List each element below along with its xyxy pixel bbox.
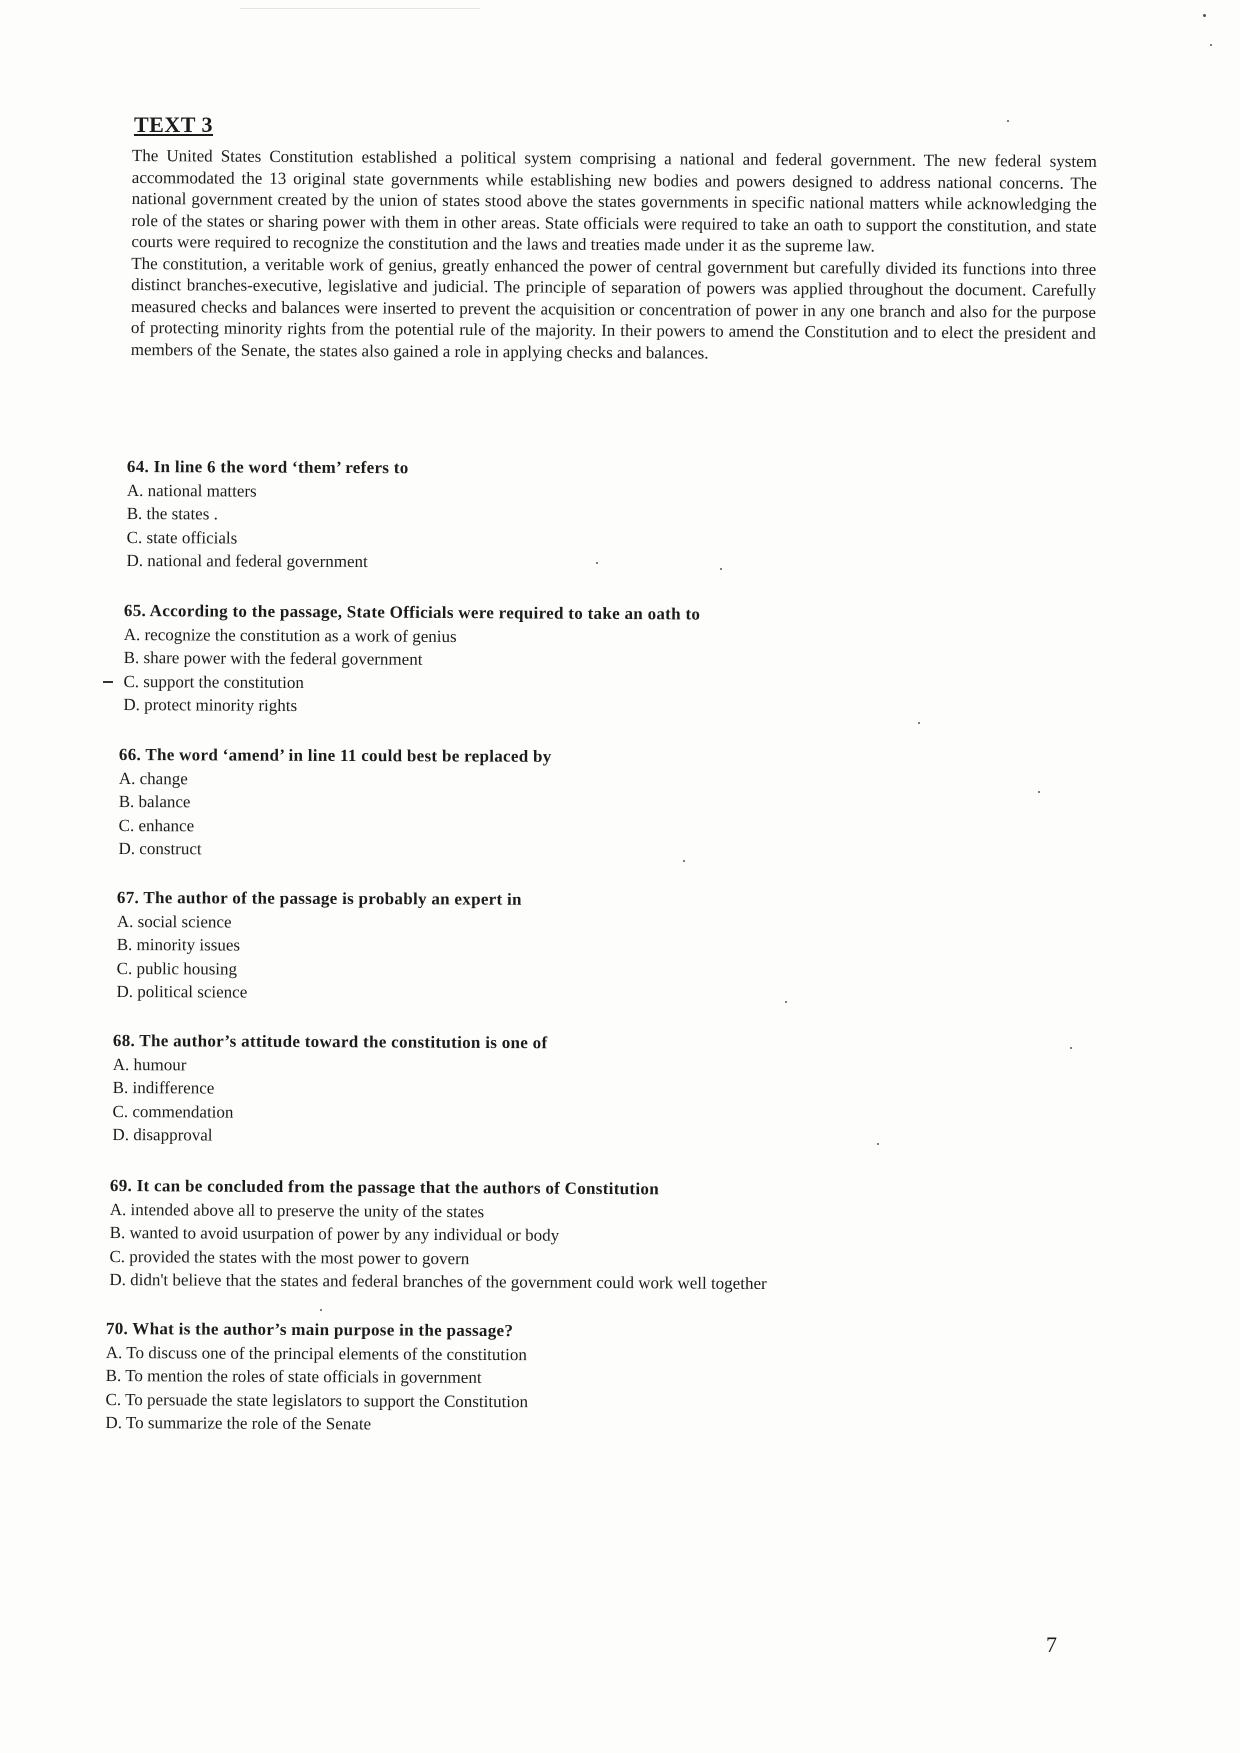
option-a: A. social science [116, 911, 232, 932]
question-stem: 64. In line 6 the word ‘them’ refers to [126, 456, 409, 478]
scan-speck [596, 562, 598, 564]
question-69 [109, 1174, 767, 1296]
scan-speck [1038, 791, 1040, 793]
option-d: D. construct [118, 838, 202, 859]
option-c: C. To persuade the state legislators to support the Constitution [105, 1389, 529, 1411]
option-b: B. indifference [112, 1077, 215, 1098]
option-c: C. enhance [118, 815, 195, 835]
option-b: B. To mention the roles of state officials in government [105, 1365, 482, 1387]
pen-dash-mark [103, 681, 113, 683]
question-66 [118, 743, 551, 862]
option-d: D. To summarize the role of the Senate [105, 1412, 372, 1434]
option-d: D. protect minority rights [123, 694, 298, 716]
option-c: C. support the constitution [123, 671, 304, 692]
question-stem: 67. The author of the passage is probably an expert in [116, 888, 522, 909]
option-b: B. wanted to avoid usurpation of power by any individual or body [109, 1222, 560, 1245]
question-stem: 66. The word ‘amend’ in line 11 could best be replaced by [118, 745, 552, 766]
option-d: D. political science [116, 981, 248, 1002]
passage-paragraph-2: The constitution, a veritable work of genius, greatly enhanced the power of central government but carefully divided its functions into three distinct branches-executive, legislative and judicial. The principle of separation of powers was applied throughout the document. Carefully measured checks and balances were inserted to prevent the acquisition or concentration of power in any one branch and also for the purpose of protecting minority rights from the potential rule of the majority. In their powers to amend the Constitution and to elect the president and members of the Senate, the states also gained a role in applying checks and balances. [130, 253, 1097, 363]
scan-speck [918, 722, 920, 724]
option-a: A. recognize the constitution as a work of genius [123, 624, 457, 646]
option-b: B. balance [118, 791, 191, 812]
option-b: B. minority issues [116, 934, 241, 955]
scan-speck [1007, 120, 1009, 122]
scan-artifact-line [240, 8, 480, 9]
scan-speck [320, 1309, 322, 1311]
section-title: TEXT 3 [134, 112, 214, 137]
option-c: C. commendation [112, 1101, 234, 1122]
option-b: B. the states . [126, 503, 218, 524]
option-d: D. disapproval [112, 1124, 213, 1145]
question-67 [116, 886, 521, 1005]
option-a: A. intended above all to preserve the unity of the states [109, 1199, 485, 1221]
option-b: B. share power with the federal government [123, 647, 423, 669]
question-68 [112, 1029, 547, 1149]
option-c: C. provided the states with the most power to govern [109, 1246, 470, 1268]
question-stem: 69. It can be concluded from the passage that the authors of Constitution [109, 1176, 660, 1199]
question-65 [123, 599, 700, 720]
scan-speck [877, 1143, 879, 1145]
scan-speck [720, 568, 722, 570]
option-a: A. humour [112, 1054, 187, 1074]
option-a: A. change [118, 768, 188, 788]
question-70 [105, 1317, 528, 1437]
scan-speck [1210, 44, 1212, 46]
option-c: C. public housing [116, 958, 238, 979]
page-number: 7 [1046, 1632, 1057, 1657]
scan-speck [683, 860, 685, 862]
scan-speck [785, 1001, 787, 1003]
option-d: D. national and federal government [126, 550, 368, 572]
question-stem: 68. The author’s attitude toward the constitution is one of [112, 1031, 548, 1053]
reading-passage [131, 145, 1097, 366]
question-stem: 70. What is the author’s main purpose in the passage? [105, 1319, 514, 1341]
option-d: D. didn't believe that the states and federal branches of the government could work well together [109, 1269, 767, 1294]
option-a: A. To discuss one of the principal elements of the constitution [105, 1342, 527, 1364]
scan-speck [1203, 14, 1206, 17]
passage-paragraph-1: The United States Constitution established a political system comprising a national and federal government. The new federal system accommodated the 13 original state governments while establishing new bodies and powers designed to address national concerns. The national government created by the union of states stood above the states governments in specific national matters while acknowledging the role of the states or sharing power with them in other areas. State officials were required to take an oath to support the constitution, and state courts were required to recognize the constitution and the laws and treaties made under it as the supreme law. [131, 145, 1097, 256]
option-c: C. state officials [126, 527, 238, 547]
question-stem: 65. According to the passage, State Officials were required to take an oath to [123, 600, 701, 624]
option-a: A. national matters [126, 480, 257, 501]
scan-speck [1070, 1047, 1072, 1049]
question-64 [126, 455, 408, 574]
